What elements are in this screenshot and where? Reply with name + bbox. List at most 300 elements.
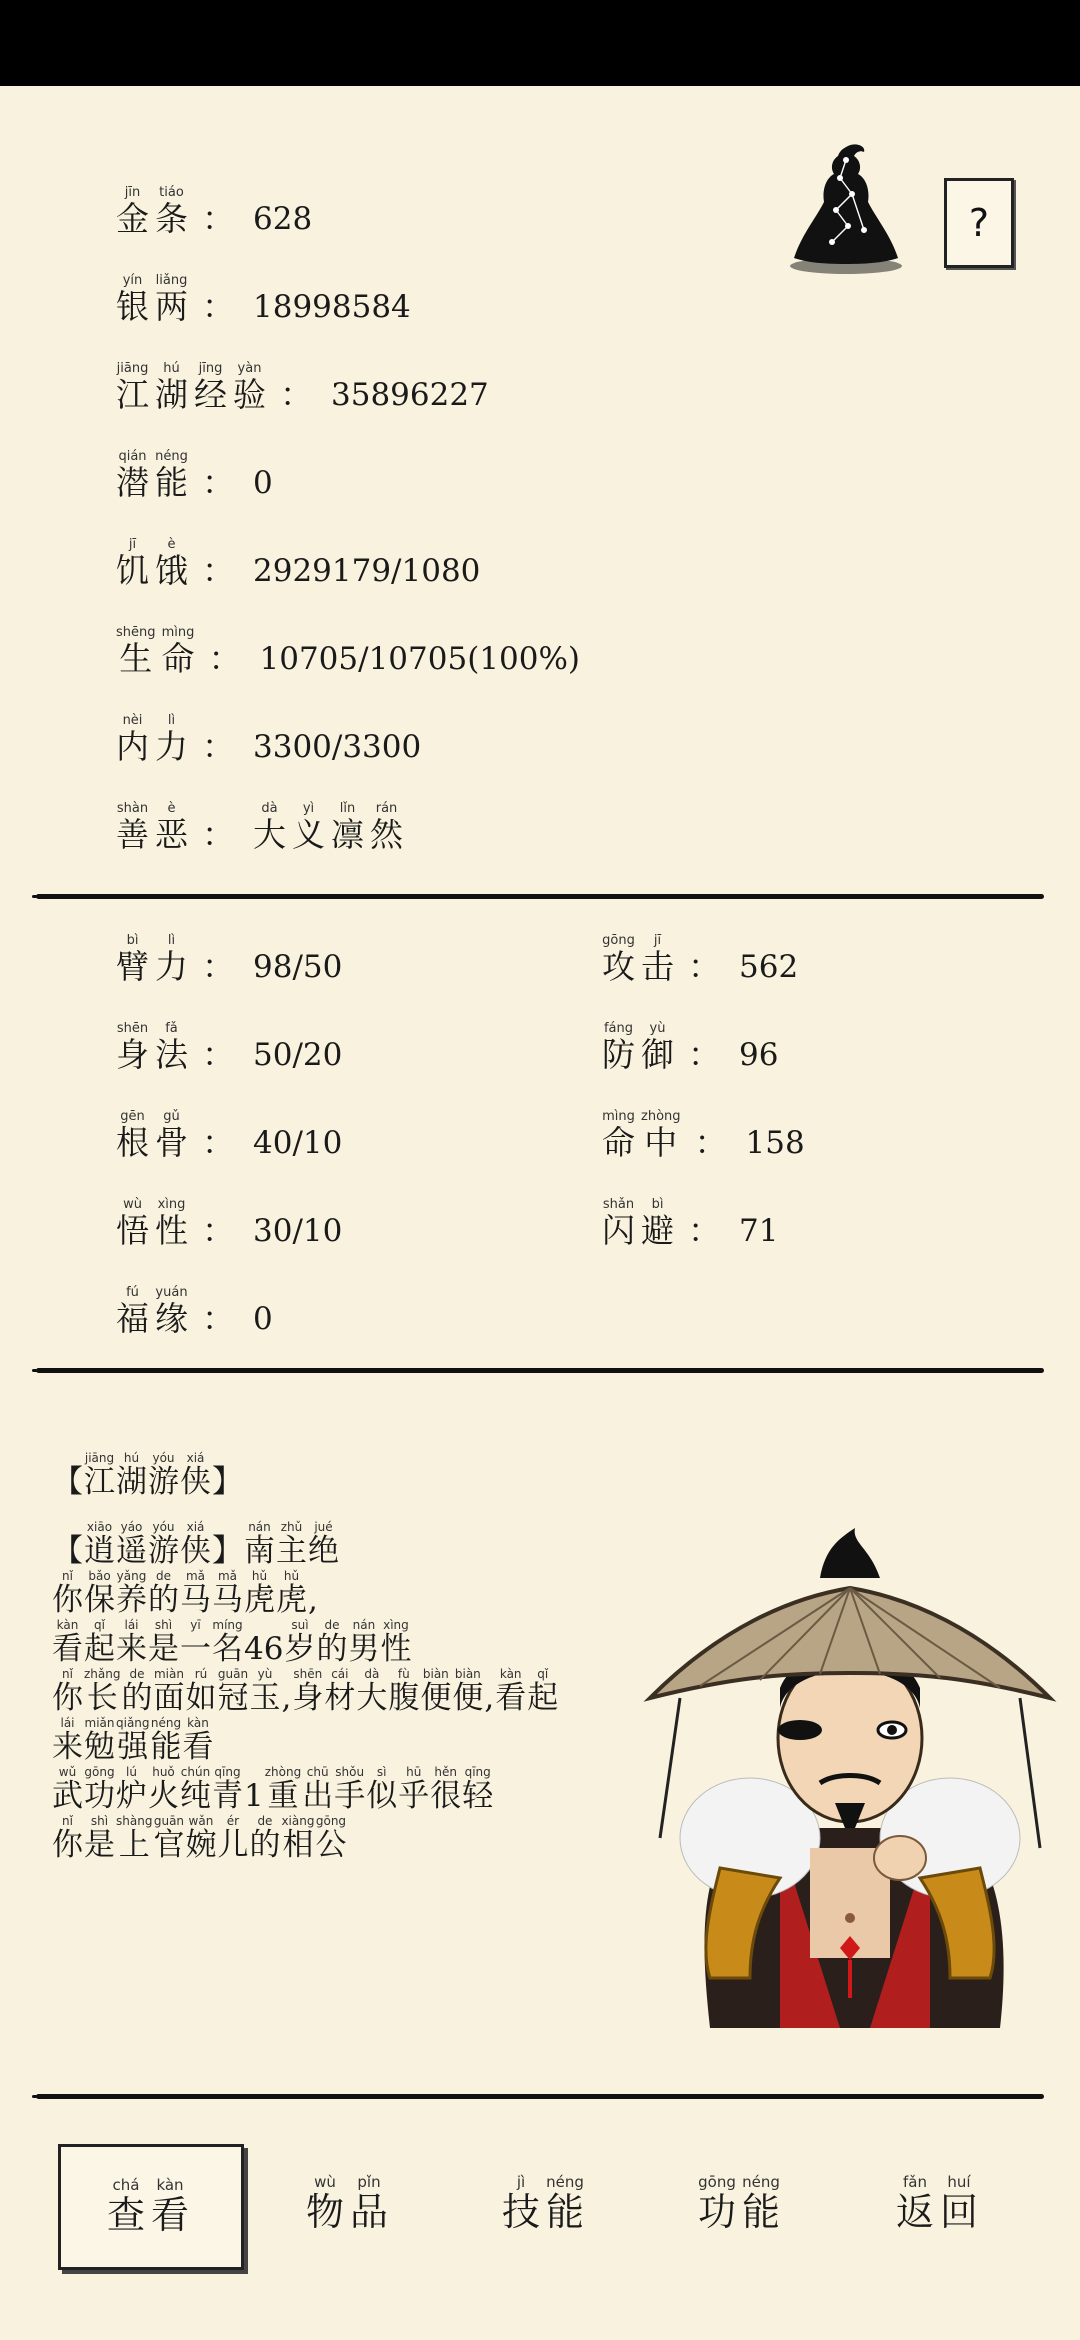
ruby-char bbox=[180, 1619, 211, 1666]
ruby-char bbox=[527, 1668, 558, 1715]
ruby-char bbox=[116, 1570, 147, 1617]
hanzi: 内 bbox=[116, 727, 149, 766]
colon: ： bbox=[202, 947, 235, 986]
pinyin: yù bbox=[257, 1667, 273, 1681]
stat-label bbox=[116, 450, 194, 502]
ruby-char bbox=[52, 1619, 83, 1666]
stat-label bbox=[116, 1198, 194, 1250]
ruby-char bbox=[116, 802, 149, 854]
pinyin: chū bbox=[306, 1765, 329, 1779]
hanzi: 缘 bbox=[155, 1299, 188, 1338]
hanzi: 火 bbox=[148, 1778, 179, 1814]
stat-label bbox=[602, 1110, 687, 1162]
hanzi: 江 bbox=[116, 375, 149, 414]
bio-line bbox=[52, 1766, 652, 1813]
ruby-char bbox=[148, 1766, 179, 1813]
hanzi: 如 bbox=[185, 1680, 217, 1716]
pinyin: qǐ bbox=[94, 1618, 105, 1632]
stat-value: 40/10 bbox=[253, 1125, 343, 1161]
hanzi: 悟 bbox=[116, 1211, 149, 1250]
ruby-char bbox=[641, 1198, 674, 1250]
hanzi: 马 bbox=[180, 1582, 211, 1618]
ruby-char bbox=[155, 934, 188, 986]
ruby-char bbox=[388, 1668, 419, 1715]
stat-row bbox=[602, 1022, 778, 1074]
stat-row bbox=[116, 1198, 342, 1250]
pinyin: yuán bbox=[155, 1285, 188, 1300]
hanzi: 虎 bbox=[244, 1582, 275, 1618]
hanzi: 】 bbox=[212, 1533, 243, 1569]
pinyin: lǐn bbox=[339, 801, 356, 816]
hanzi: 岁 bbox=[284, 1631, 316, 1667]
hanzi: 能 bbox=[742, 2190, 781, 2234]
colon: ： bbox=[202, 287, 235, 326]
ruby-char bbox=[155, 538, 188, 590]
pinyin: shēng bbox=[116, 625, 156, 640]
pinyin: yì bbox=[302, 801, 315, 816]
ruby-char bbox=[155, 186, 188, 238]
stat-value: 0 bbox=[253, 1301, 273, 1337]
pinyin: jiāng bbox=[116, 361, 149, 376]
pinyin: bì bbox=[651, 1197, 664, 1212]
stat-row bbox=[116, 626, 580, 678]
hanzi: 南 bbox=[244, 1533, 275, 1569]
pinyin: pǐn bbox=[357, 2173, 381, 2191]
ruby-char bbox=[116, 274, 149, 326]
pinyin: miàn bbox=[153, 1667, 184, 1681]
hanzi: 儿 bbox=[217, 1827, 249, 1863]
hanzi: 虎 bbox=[276, 1582, 307, 1618]
pinyin: shì bbox=[90, 1814, 109, 1828]
pinyin: zhòng bbox=[264, 1765, 302, 1779]
stat-value: 71 bbox=[739, 1213, 779, 1249]
hanzi: 物 bbox=[305, 2190, 344, 2234]
ruby-char bbox=[940, 2175, 978, 2233]
colon: ： bbox=[202, 1299, 235, 1338]
hanzi: 【 bbox=[52, 1464, 83, 1500]
ruby-char bbox=[420, 1668, 451, 1715]
hanzi: 饥 bbox=[116, 551, 149, 590]
pinyin: yóu bbox=[152, 1451, 175, 1465]
pinyin: zhòng bbox=[641, 1109, 681, 1124]
ruby-char bbox=[52, 1717, 83, 1764]
pinyin: jī bbox=[653, 933, 662, 948]
ruby-char bbox=[180, 1452, 211, 1499]
hanzi: 品 bbox=[350, 2190, 389, 2234]
pinyin: xiá bbox=[186, 1520, 205, 1534]
hanzi: 【 bbox=[52, 1533, 83, 1569]
nav-kungfu-button[interactable] bbox=[652, 2144, 832, 2264]
pinyin: mìng bbox=[161, 625, 195, 640]
stat-row bbox=[602, 1110, 805, 1162]
ruby-char bbox=[148, 1452, 179, 1499]
stat-row bbox=[116, 1022, 342, 1074]
pinyin: gōng bbox=[84, 1765, 115, 1779]
hanzi: 性 bbox=[155, 1211, 188, 1250]
ruby-char bbox=[194, 362, 227, 414]
stat-row bbox=[116, 538, 480, 590]
hanzi: 饿 bbox=[155, 551, 188, 590]
hanzi: 身 bbox=[292, 1680, 324, 1716]
colon: ： bbox=[202, 463, 235, 502]
ruby-char bbox=[52, 1668, 83, 1715]
ruby-char bbox=[52, 1452, 83, 1499]
stat-value: 3300/3300 bbox=[253, 729, 422, 765]
pinyin: gōng bbox=[602, 933, 635, 948]
ruby-char bbox=[316, 1619, 347, 1666]
pinyin: hǔ bbox=[283, 1569, 300, 1583]
help-button[interactable]: ? bbox=[944, 178, 1014, 268]
pinyin: néng bbox=[150, 1716, 182, 1730]
pinyin: miǎn bbox=[84, 1716, 115, 1730]
hanzi: 绝 bbox=[308, 1533, 339, 1569]
ruby-char bbox=[151, 2178, 189, 2236]
hanzi: 验 bbox=[233, 375, 266, 414]
stat-label bbox=[116, 802, 194, 854]
hanzi: 长 bbox=[86, 1680, 118, 1716]
hanzi: 冠 bbox=[217, 1680, 249, 1716]
bio-line bbox=[52, 1668, 652, 1715]
ruby-char bbox=[302, 1766, 333, 1813]
hanzi: 游 bbox=[148, 1464, 179, 1500]
ruby-char bbox=[502, 2175, 540, 2233]
hanzi: 出 bbox=[302, 1778, 334, 1814]
ruby-char bbox=[284, 1619, 315, 1666]
hanzi: 便 bbox=[452, 1680, 484, 1716]
pinyin: wù bbox=[314, 2173, 336, 2191]
ruby-char bbox=[217, 1668, 248, 1715]
hanzi: 逍 bbox=[84, 1533, 115, 1569]
pinyin: bǎo bbox=[88, 1569, 111, 1583]
colon: ： bbox=[202, 1123, 235, 1162]
pinyin: qiǎng bbox=[116, 1716, 150, 1730]
pinyin: liǎng bbox=[155, 273, 188, 288]
pinyin: qǐ bbox=[537, 1667, 549, 1681]
ruby-char bbox=[84, 1521, 115, 1568]
nav-items-button[interactable] bbox=[260, 2144, 440, 2264]
ruby-char bbox=[602, 1198, 635, 1250]
stat-label bbox=[116, 934, 194, 986]
hanzi: 查 bbox=[106, 2193, 145, 2237]
ruby-char bbox=[452, 1668, 483, 1715]
hanzi: 一 bbox=[180, 1631, 211, 1667]
pinyin: ér bbox=[226, 1814, 240, 1828]
pinyin: hěn bbox=[434, 1765, 457, 1779]
pinyin: zhǎng bbox=[84, 1667, 121, 1681]
ruby-char bbox=[308, 1570, 318, 1617]
ruby-char bbox=[180, 1570, 211, 1617]
stat-value: 158 bbox=[745, 1125, 805, 1161]
pinyin: de bbox=[129, 1667, 145, 1681]
hanzi: 击 bbox=[641, 947, 674, 986]
stat-label bbox=[602, 1198, 680, 1250]
hanzi: 起 bbox=[84, 1631, 115, 1667]
pinyin: rán bbox=[375, 801, 398, 816]
ruby-char bbox=[116, 1815, 152, 1862]
ruby-char bbox=[292, 1668, 323, 1715]
pinyin: kàn bbox=[156, 2176, 184, 2194]
ruby-char bbox=[244, 1619, 283, 1666]
colon: ： bbox=[202, 1211, 235, 1250]
pinyin: fú bbox=[126, 1285, 139, 1300]
stat-row bbox=[116, 714, 421, 766]
hanzi: 身 bbox=[116, 1035, 149, 1074]
ruby-char bbox=[249, 1815, 280, 1862]
pinyin: zhǔ bbox=[280, 1520, 303, 1534]
ruby-char bbox=[641, 1022, 674, 1074]
hanzi: 46 bbox=[244, 1631, 284, 1667]
hanzi: 来 bbox=[52, 1729, 83, 1765]
ruby-char bbox=[107, 2178, 145, 2236]
ruby-char bbox=[155, 802, 188, 854]
hanzi: 能 bbox=[155, 463, 188, 502]
hanzi: 游 bbox=[148, 1533, 179, 1569]
pinyin: gēn bbox=[120, 1109, 145, 1124]
bio-line bbox=[52, 1619, 652, 1666]
hanzi: 大 bbox=[356, 1680, 388, 1716]
pinyin: sì bbox=[376, 1765, 387, 1779]
ruby-char bbox=[116, 1286, 149, 1338]
hanzi: 看 bbox=[182, 1729, 214, 1765]
pinyin: fù bbox=[397, 1667, 410, 1681]
ruby-char bbox=[155, 362, 188, 414]
ruby-char bbox=[116, 1452, 147, 1499]
nav-view-button[interactable] bbox=[58, 2144, 244, 2270]
hanzi: 玉 bbox=[249, 1680, 281, 1716]
pinyin: xiāo bbox=[86, 1520, 113, 1534]
pinyin: qīng bbox=[214, 1765, 241, 1779]
stat-label bbox=[602, 1022, 680, 1074]
pinyin: fǎ bbox=[165, 1021, 178, 1036]
bio-line bbox=[52, 1815, 652, 1862]
stat-label bbox=[116, 538, 194, 590]
ruby-char bbox=[185, 1668, 216, 1715]
pinyin: xiá bbox=[186, 1451, 205, 1465]
hanzi: 重 bbox=[267, 1778, 299, 1814]
hanzi: 面 bbox=[153, 1680, 185, 1716]
hanzi: 凛 bbox=[331, 815, 364, 854]
pinyin: gōng bbox=[315, 1814, 347, 1828]
pinyin: suì bbox=[291, 1618, 309, 1632]
hanzi: 江 bbox=[84, 1464, 115, 1500]
ruby-char bbox=[641, 934, 674, 986]
stat-value bbox=[253, 802, 409, 854]
hanzi: , bbox=[281, 1680, 292, 1716]
pinyin: xiàng bbox=[281, 1814, 315, 1828]
hanzi: 是 bbox=[84, 1827, 115, 1863]
hanzi: 起 bbox=[527, 1680, 559, 1716]
stat-row bbox=[116, 1110, 342, 1162]
ruby-char bbox=[602, 934, 635, 986]
hanzi: 看 bbox=[495, 1680, 527, 1716]
stat-label bbox=[116, 274, 194, 326]
pinyin: jiāng bbox=[84, 1451, 115, 1465]
ruby-char bbox=[84, 1766, 115, 1813]
pinyin: mǎ bbox=[217, 1569, 238, 1583]
ruby-char bbox=[308, 1521, 339, 1568]
hanzi: 福 bbox=[116, 1299, 149, 1338]
ruby-char bbox=[334, 1766, 365, 1813]
pinyin: de bbox=[257, 1814, 273, 1828]
pinyin: lái bbox=[124, 1618, 139, 1632]
stat-value: 10705/10705(100%) bbox=[259, 641, 581, 677]
ruby-char bbox=[350, 2175, 388, 2233]
ruby-char bbox=[116, 934, 149, 986]
hanzi: 你 bbox=[52, 1680, 83, 1716]
hanzi: , bbox=[484, 1680, 495, 1716]
pinyin: nǐ bbox=[62, 1667, 73, 1681]
hanzi: 大 bbox=[253, 815, 286, 854]
character-portrait bbox=[640, 1508, 1060, 2028]
hanzi: 条 bbox=[155, 199, 188, 238]
hanzi: 婉 bbox=[185, 1827, 217, 1863]
ruby-char bbox=[398, 1766, 429, 1813]
ruby-char bbox=[430, 1766, 461, 1813]
pinyin: guān bbox=[217, 1667, 249, 1681]
ruby-char bbox=[116, 362, 149, 414]
pinyin: jīn bbox=[124, 185, 141, 200]
divider bbox=[36, 894, 1044, 899]
ruby-char bbox=[148, 1521, 179, 1568]
ruby-char bbox=[116, 186, 149, 238]
pinyin: bì bbox=[126, 933, 139, 948]
hanzi: 青 bbox=[212, 1778, 243, 1814]
divider bbox=[36, 2094, 1044, 2099]
hanzi: 公 bbox=[315, 1827, 347, 1863]
ruby-char bbox=[116, 1022, 149, 1074]
hanzi: 经 bbox=[194, 375, 227, 414]
ruby-char bbox=[84, 1452, 115, 1499]
ruby-char bbox=[116, 1619, 147, 1666]
pinyin: jīng bbox=[198, 361, 223, 376]
hanzi: 防 bbox=[602, 1035, 635, 1074]
ruby-char bbox=[155, 1286, 188, 1338]
pinyin: xìng bbox=[383, 1618, 409, 1632]
pinyin: è bbox=[167, 537, 176, 552]
stat-row bbox=[116, 802, 409, 854]
colon: ： bbox=[202, 727, 235, 766]
pinyin: mǎ bbox=[185, 1569, 206, 1583]
ruby-char bbox=[180, 1521, 211, 1568]
hanzi: 湖 bbox=[116, 1464, 147, 1500]
colon: ： bbox=[202, 1035, 235, 1074]
stat-row bbox=[602, 934, 798, 986]
ruby-char bbox=[52, 1570, 83, 1617]
pinyin: de bbox=[324, 1618, 340, 1632]
pinyin: nèi bbox=[122, 713, 143, 728]
pinyin: shǎn bbox=[602, 1197, 635, 1212]
hanzi: 的 bbox=[148, 1582, 179, 1618]
ruby-char bbox=[212, 1619, 243, 1666]
ruby-char bbox=[249, 1668, 280, 1715]
stat-row bbox=[116, 186, 312, 238]
pinyin: fáng bbox=[603, 1021, 634, 1036]
bio-line bbox=[52, 1570, 652, 1617]
hanzi: 中 bbox=[644, 1123, 678, 1162]
hanzi: 看 bbox=[151, 2193, 190, 2237]
meditating-avatar-icon[interactable] bbox=[786, 138, 906, 278]
stat-value: 98/50 bbox=[253, 949, 343, 985]
hanzi: 看 bbox=[52, 1631, 83, 1667]
ruby-char bbox=[155, 274, 188, 326]
pinyin: néng bbox=[546, 2173, 584, 2191]
hanzi: 保 bbox=[84, 1582, 115, 1618]
hanzi: 的 bbox=[316, 1631, 348, 1667]
colon: ： bbox=[202, 551, 235, 590]
pinyin: jī bbox=[128, 537, 137, 552]
ruby-char bbox=[116, 450, 149, 502]
ruby-char bbox=[116, 626, 156, 678]
hanzi: 义 bbox=[292, 815, 325, 854]
character-bio bbox=[52, 1452, 652, 1864]
ruby-char bbox=[116, 538, 149, 590]
pinyin: gǔ bbox=[163, 1109, 180, 1124]
hanzi: 回 bbox=[940, 2190, 979, 2234]
ruby-char bbox=[602, 1022, 635, 1074]
colon: ： bbox=[202, 199, 235, 238]
pinyin: dà bbox=[364, 1667, 380, 1681]
hanzi: 官 bbox=[153, 1827, 185, 1863]
hanzi: 勉 bbox=[84, 1729, 115, 1765]
stat-value: 50/20 bbox=[253, 1037, 343, 1073]
ruby-char bbox=[153, 1815, 184, 1862]
colon: ： bbox=[202, 815, 235, 854]
hanzi: 命 bbox=[161, 639, 195, 678]
hanzi: 的 bbox=[249, 1827, 281, 1863]
pinyin: nǐ bbox=[62, 1569, 73, 1583]
hanzi: 侠 bbox=[180, 1533, 211, 1569]
ruby-char bbox=[52, 1521, 83, 1568]
pinyin: kàn bbox=[187, 1716, 209, 1730]
ruby-char bbox=[462, 1766, 493, 1813]
pinyin: yù bbox=[649, 1021, 666, 1036]
pinyin: shì bbox=[154, 1618, 173, 1632]
pinyin: gōng bbox=[698, 2173, 736, 2191]
hanzi: 似 bbox=[366, 1778, 398, 1814]
stat-label bbox=[116, 186, 194, 238]
pinyin: huí bbox=[947, 2173, 971, 2191]
colon: ： bbox=[694, 1123, 728, 1162]
stat-value: 18998584 bbox=[253, 289, 411, 325]
divider bbox=[36, 1368, 1044, 1373]
pinyin: kàn bbox=[499, 1667, 522, 1681]
hanzi: 主 bbox=[276, 1533, 307, 1569]
ruby-char bbox=[84, 1668, 120, 1715]
hanzi: 命 bbox=[602, 1123, 635, 1162]
ruby-char bbox=[116, 1521, 147, 1568]
hanzi: 性 bbox=[380, 1631, 412, 1667]
stat-value: 35896227 bbox=[331, 377, 489, 413]
stat-label bbox=[602, 934, 680, 986]
stat-row bbox=[116, 362, 489, 414]
nav-skills-button[interactable] bbox=[456, 2144, 636, 2264]
pinyin: wǔ bbox=[58, 1765, 77, 1779]
ruby-char bbox=[84, 1619, 115, 1666]
ruby-char bbox=[742, 2175, 780, 2233]
ruby-char bbox=[324, 1668, 355, 1715]
hanzi: 手 bbox=[334, 1778, 366, 1814]
hanzi: 炉 bbox=[116, 1778, 147, 1814]
ruby-char bbox=[155, 1110, 188, 1162]
hanzi: 武 bbox=[52, 1778, 83, 1814]
bio-line bbox=[52, 1521, 652, 1568]
ruby-char bbox=[292, 802, 325, 854]
hanzi: 遥 bbox=[116, 1533, 147, 1569]
status-bar bbox=[0, 0, 1080, 86]
ruby-char bbox=[348, 1619, 379, 1666]
bio-line bbox=[52, 1452, 652, 1499]
nav-back-button[interactable] bbox=[850, 2144, 1030, 2264]
